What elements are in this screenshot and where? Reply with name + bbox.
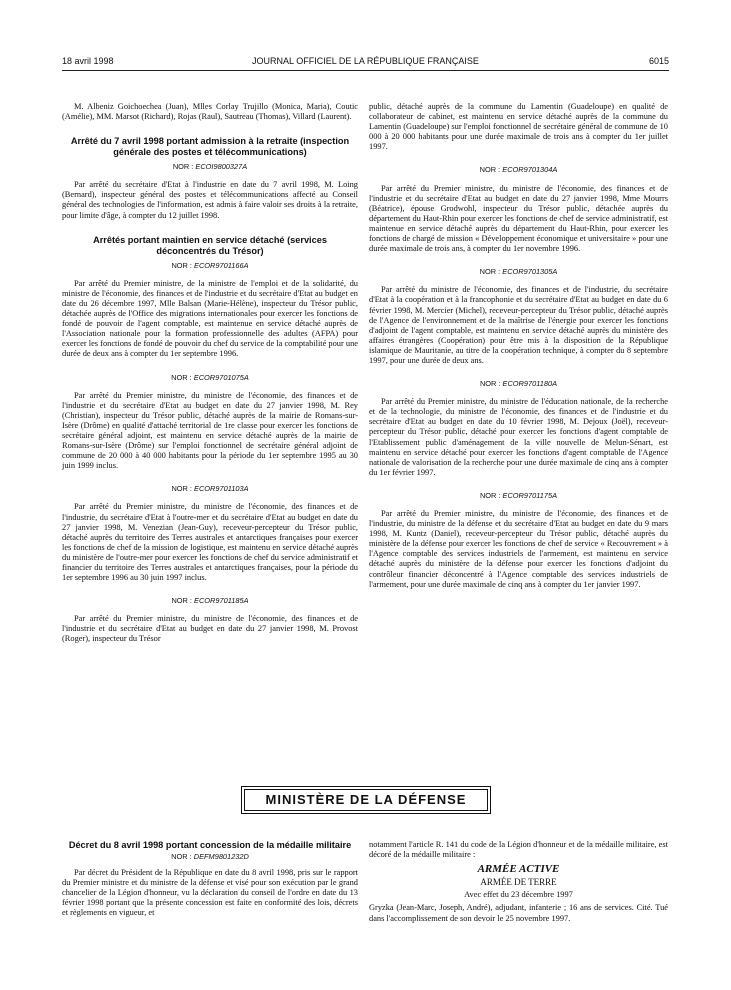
paragraph: Par décret du Président de la République en date du 8 avril 1998, pris sur le rapport du Premier ministre et du ministre de la défense et visé pour son exécution par le grand chancelier de la Légion d'honneur, vu la déclaration du conseil de l'ordre en date du 13 février 1998 portant que la présente concession est faite en conformité des lois, décrets et règlements en vigueur, et — [62, 868, 358, 918]
paragraph: Par arrêté du Premier ministre, du ministre de l'économie, des finances et de l'industrie et du secrétaire d'Etat au budget en date du 27 janvier 1998, Mme Mourrs (Béatrice), épouse Grodwohl, inspecteur du Trésor public, détachée auprès du département du Haut-Rhin pour exercer les fonctions de chef de service administratif, est maintenue en service détaché auprès du département du Haut-Rhin, pour exercer les fonctions de chargé de mission « Développement économique et universitaire » pour une durée maximale de trois ans, à compter du 1er novembre 1996. — [369, 183, 668, 254]
paragraph: Par arrêté du Premier ministre, du ministre de l'économie, des finances et de l'industrie, du secrétaire d'Etat à l'outre-mer et du secrétaire d'Etat au budget en date du 27 janvier 1998, M. Venezian (Jean-Guy), receveur-percepteur du Trésor public, détaché auprès du territoire des Terres australes et antarctiques françaises pour exercer les fonctions de chef de la mission de logistique, est maintenu en service détaché auprès du ministère de l'outre-mer pour exercer les fonctions de chef du service administratif et financier du territoire des Terres australes et antarctiques françaises, pour la période du 1er septembre 1996 au 30 juin 1997 inclus. — [62, 502, 358, 583]
nor-reference: NOR : ECOR9701103A — [171, 484, 249, 494]
paragraph: Par arrêté du ministre de l'économie, des finances et de l'industrie, du secrétaire d'Etat à la coopération et à la francophonie et du secrétaire d'Etat au budget en date du 6 février 1998, M. Mercier (Michel), receveur-percepteur du Trésor public, détaché auprès de l'Agence de l'environnement et de la maîtrise de l'énergie pour exercer les fonctions d'adjoint de l'agent comptable, est maintenu en service détaché auprès du ministère des affaires étrangères (Coopération) pour être mis à la disposition de la République islamique de Mauritanie, au titre de la coopération technique, à compter du 8 septembre 1997, pour une durée de deux ans. — [369, 285, 668, 365]
ministry-banner: MINISTÈRE DE LA DÉFENSE — [241, 786, 491, 814]
paragraph: M. Albeniz Goichoechea (Juan), Mlles Corlay Trujillo (Monica, Maria), Coutic (Amélie), MM. Marsot (Richard), Rojas (Raul), Sautreau (Thomas), Villard (Laurent). — [62, 102, 358, 122]
header-title: JOURNAL OFFICIEL DE LA RÉPUBLIQUE FRANÇAISE — [252, 56, 479, 66]
nor-reference: NOR : ECOR9701185A — [171, 596, 249, 606]
left-column — [62, 102, 358, 645]
paragraph: notamment l'article R. 141 du code de la Légion d'honneur et de la médaille militaire, est décoré de la médaille militaire : — [369, 840, 668, 860]
bottom-right-column — [369, 840, 668, 924]
article-heading: Arrêté du 7 avril 1998 portant admission à la retraite (inspection générale des postes et télécommunications) — [70, 136, 350, 158]
article-heading: Décret du 8 avril 1998 portant concession de la médaille militaire — [68, 840, 352, 850]
paragraph: Par arrêté du Premier ministre, du ministre de l'économie, des finances et de l'industrie, du ministre de la défense et du secrétaire d'Etat au budget en date du 9 mars 1998, M. Kuntz (Daniel), receveur-percepteur du Trésor public, détaché auprès du ministère de la défense pour exercer les fonctions de chef de service « Recouvrement » à l'Agence comptable des services industriels de l'armement, est maintenu en service détaché auprès du ministère de la défense pour exercer les fonctions d'adjoint du contrôleur financier déconcentré à l'Agence comptable des services industriels de l'armement, pour une durée maximale de cinq ans à compter du 1er janvier 1997. — [369, 509, 668, 589]
effective-date: Avec effet du 23 décembre 1997 — [464, 890, 573, 900]
nor-reference: NOR : ECOR9701166A — [171, 260, 249, 270]
paragraph: public, détaché auprès de la commune du Lamentin (Guadeloupe) en qualité de collaborateur de cabinet, est maintenu en service détaché auprès de la commune du Lamentin (Guadeloupe) sur l'emploi fonctionnel de secrétaire général de commune de 10 000 à 20 000 habitants pour une durée maximale de trois ans à compter du 1er juillet 1997. — [369, 102, 668, 152]
nor-reference: NOR : ECOR9701180A — [479, 379, 558, 389]
nor-reference: NOR : ECOR9701175A — [479, 490, 558, 500]
header-date: 18 avril 1998 — [62, 56, 114, 66]
nor-reference: NOR : ECOR9701304A — [479, 165, 558, 175]
bottom-left-column — [62, 840, 358, 919]
subsection-heading: ARMÉE DE TERRE — [480, 877, 557, 888]
paragraph: Par arrêté du Premier ministre, de la ministre de l'emploi et de la solidarité, du ministre de l'économie, des finances et de l'industrie et du secrétaire d'Etat au budget en date du 26 décembre 1997, Mlle Balsan (Marie-Hélène), inspecteur du Trésor public, détachée auprès de l'Office des migrations internationales pour exercer les fonctions de fondé de pouvoir de l'agent comptable, est maintenue en service détaché auprès de l'Association nationale pour la formation professionnelle des adultes (AFPA) pour exercer les fonctions de fondé de pouvoir du chef du service de la comptabilité pour une durée de deux ans à compter du 1er septembre 1996. — [62, 278, 358, 359]
right-column — [369, 102, 668, 590]
paragraph: Par arrêté du Premier ministre, du ministre de l'éducation nationale, de la recherche et de la technologie, du ministre de l'économie, des finances et de l'industrie et du secrétaire d'Etat au budget en date du 10 février 1998, M. Dejoux (Joël), receveur-percepteur du Trésor public, détaché pour exercer les fonctions d'agent comptable de l'Etablissement public d'aménagement de la ville nouvelle de Melun-Sénart, est maintenu en service détaché pour exercer les fonctions d'agent comptable de l'Agence nationale de valorisation de la recherche pour une durée maximale de cinq ans à compter du 1er février 1997. — [369, 397, 668, 477]
nor-reference: NOR : ECOR9701075A — [171, 372, 249, 382]
page-header — [62, 56, 669, 71]
paragraph: Par arrêté du secrétaire d'Etat à l'industrie en date du 7 avril 1998, M. Loing (Bernard), inspecteur général des postes et télécommunications affecté au Conseil général des technologies de l'information, est admis à faire valoir ses droits à la retraite, pour limite d'âge, à compter du 12 juillet 1998. — [62, 180, 358, 220]
header-page-number: 6015 — [648, 56, 669, 66]
article-heading: Arrêtés portant maintien en service détaché (services déconcentrés du Trésor) — [93, 234, 327, 256]
nor-reference: NOR : DEFM9801232D — [171, 852, 249, 861]
paragraph: Gryzka (Jean-Marc, Joseph, André), adjudant, infanterie ; 16 ans de services. Cité. Tué dans l'accomplissement de son devoir le 25 novembre 1997. — [369, 903, 668, 923]
section-heading: ARMÉE ACTIVE — [477, 863, 560, 876]
paragraph: Par arrêté du Premier ministre, du ministre de l'économie, des finances et de l'industrie et du secrétaire d'Etat au budget en date du 27 janvier 1998, M. Rey (Christian), inspecteur du Trésor public, détaché auprès de la mairie de Romans-sur-Isère (Drôme) en qualité d'attaché territorial de 1re classe pour exercer les fonctions de secrétaire général adjoint, est maintenu en service détaché auprès de la mairie de Romans-sur-Isère (Drôme) sur l'emploi fonctionnel de secrétaire général adjoint de commune de 20 000 à 40 000 habitants pour la période du 1er septembre 1995 au 30 juin 1999 inclus. — [62, 390, 358, 471]
nor-reference: NOR : ECOI9800327A — [172, 162, 248, 172]
paragraph: Par arrêté du Premier ministre, du ministre de l'économie, des finances et de l'industrie et du secrétaire d'Etat au budget en date du 27 janvier 1998, M. Provost (Roger), inspecteur du Trésor — [62, 614, 358, 644]
nor-reference: NOR : ECOR9701305A — [479, 267, 558, 277]
